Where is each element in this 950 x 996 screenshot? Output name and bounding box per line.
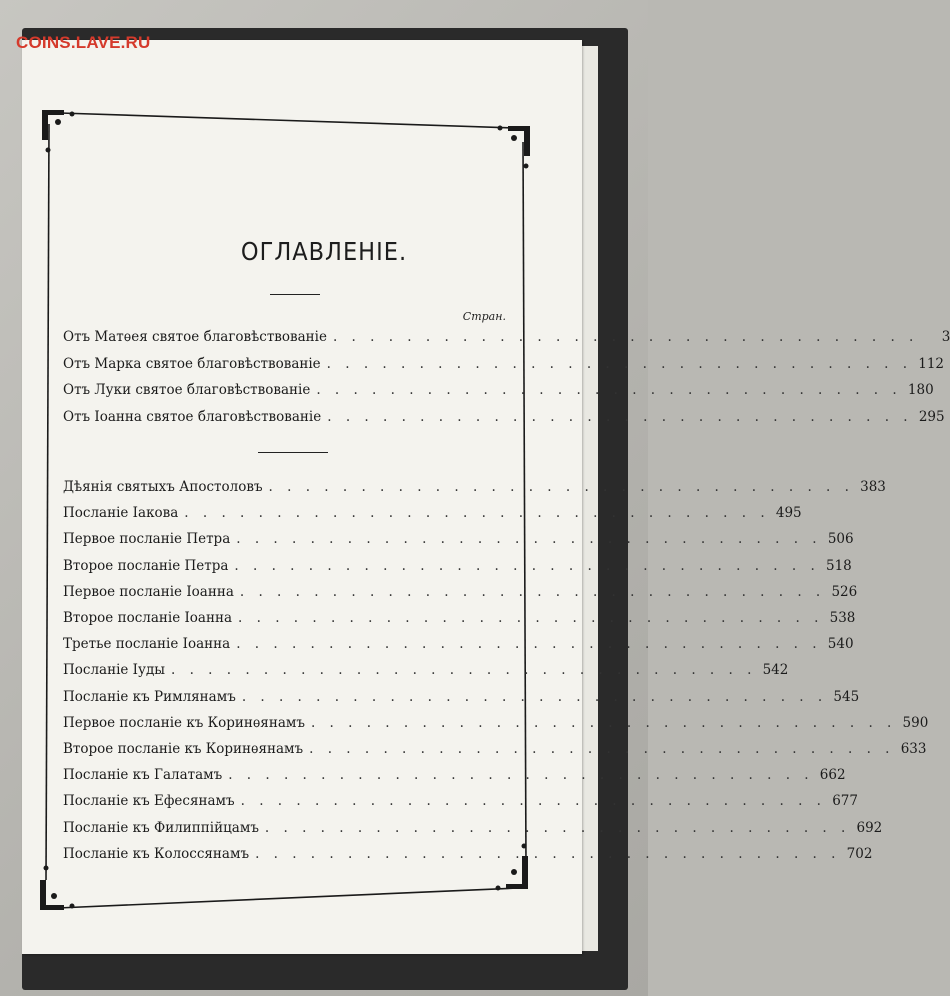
toc-entry-page: 112	[918, 355, 945, 372]
toc-entry-label: Второе посланіе Петра	[63, 557, 229, 574]
toc-entry-label: Посланіе къ Филиппійцамъ	[63, 819, 259, 836]
toc-entry-label: Посланіе къ Ефесянамъ	[63, 793, 235, 810]
toc-entry-page: 545	[833, 688, 860, 705]
toc-entry-page: 702	[846, 845, 873, 862]
dot-leader: . . . . . . . . . . . . . . . . . . . . . . . . . . . . . . . .	[255, 845, 841, 862]
corner-ornament-icon	[498, 126, 531, 169]
dot-leader: . . . . . . . . . . . . . . . . . . . . . . . . . . . . . . . .	[239, 583, 826, 600]
toc-entry	[63, 741, 927, 763]
dot-leader: . . . . . . . . . . . . . . . . . . . . . . . . . . . . . . . .	[236, 636, 822, 653]
toc-entry-label: Посланіе къ Колоссянамъ	[63, 845, 250, 862]
toc-entry-label: Посланіе Іакова	[63, 505, 179, 522]
dot-leader: . . . . . . . . . . . . . . . . . . . . . . . . . . . . . . . .	[310, 714, 897, 731]
toc-entry-page: 542	[762, 662, 789, 679]
toc-entry	[63, 505, 802, 527]
dot-leader: . . . . . . . . . . . . . . . . . . . . . . . . . . . . . . . .	[184, 505, 770, 522]
dot-leader: . . . . . . . . . . . . . . . . . . . . . . . . . . . . . . . .	[264, 819, 851, 836]
toc-entry-label: Отъ Луки святое благовѣствованіе	[63, 382, 311, 398]
toc-entry	[63, 408, 945, 431]
toc-entry	[63, 845, 873, 868]
toc-entry-page: 495	[775, 505, 802, 522]
toc-entry-label: Первое посланіе къ Коринѳянамъ	[63, 714, 305, 731]
page-column-header: Стран.	[462, 310, 506, 323]
toc-entry	[63, 610, 856, 632]
dot-leader: . . . . . . . . . . . . . . . . . . . . . . . . . . . . . . . .	[327, 408, 913, 425]
toc-entry-label: Второе посланіе Іоанна	[63, 610, 233, 626]
toc-entry	[63, 819, 883, 842]
toc-entry-page: 295	[918, 408, 945, 425]
toc-entry-label: Отъ Матѳея святое благовѣствованіе	[63, 329, 327, 345]
toc-entry-label: Дѣянія святыхъ Апостоловъ	[63, 479, 263, 495]
toc-entry-page: 506	[827, 531, 854, 548]
toc-entry	[63, 793, 858, 815]
toc-entry-label: Отъ Іоанна святое благовѣствованіе	[63, 408, 322, 425]
toc-entry-page: 540	[827, 636, 854, 653]
dot-leader: . . . . . . . . . . . . . . . . . . . . . . . . . . . . . . . .	[238, 610, 824, 626]
section-divider	[258, 452, 328, 453]
toc-entry-page: 538	[829, 610, 856, 626]
corner-ornament-icon	[40, 866, 75, 911]
toc-entry	[63, 583, 858, 606]
dot-leader: . . . . . . . . . . . . . . . . . . . . . . . . . . . . . . . .	[171, 662, 757, 679]
toc-entry-page: 692	[856, 819, 883, 836]
toc-entry-label: Посланіе къ Галатамъ	[63, 767, 223, 784]
toc-entry-label: Второе посланіе къ Коринѳянамъ	[63, 741, 304, 757]
dot-leader: . . . . . . . . . . . . . . . . . . . . . . . . . . . . . . . .	[241, 688, 828, 705]
dot-leader: . . . . . . . . . . . . . . . . . . . . . . . . . . . . . . . .	[316, 382, 902, 398]
toc-entry-page: 633	[900, 741, 927, 757]
toc-entry	[63, 636, 854, 658]
toc-entry-label: Посланіе Іуды	[63, 662, 166, 679]
toc-entry-page: 180	[907, 382, 934, 398]
toc-entry	[63, 714, 929, 737]
toc-entry-label: Первое посланіе Петра	[63, 531, 231, 548]
toc-entry-page: 662	[819, 767, 846, 784]
dot-leader: . . . . . . . . . . . . . . . . . . . . . . . . . . . . . . . .	[268, 479, 854, 495]
toc-entry-label: Посланіе къ Римлянамъ	[63, 688, 236, 705]
toc-entry	[63, 355, 945, 378]
dot-leader: . . . . . . . . . . . . . . . . . . . . . . . . . . . . . . . .	[236, 531, 822, 548]
toc-entry	[63, 767, 846, 789]
dot-leader: . . . . . . . . . . . . . . . . . . . . . . . . . . . . . . . .	[332, 329, 919, 345]
toc-entry	[63, 662, 789, 684]
dot-leader: . . . . . . . . . . . . . . . . . . . . . . . . . . . . . . . .	[326, 355, 913, 372]
toc-entry-label: Отъ Марка святое благовѣствованіе	[63, 355, 321, 372]
toc-entry	[63, 382, 934, 404]
watermark: COINS.LAVE.RU	[16, 33, 151, 52]
toc-entry	[63, 557, 852, 580]
toc-entry	[63, 329, 950, 351]
title-divider	[270, 294, 320, 295]
page-title: ОГЛАВЛЕНІЕ.	[240, 237, 408, 266]
dot-leader: . . . . . . . . . . . . . . . . . . . . . . . . . . . . . . . .	[228, 767, 814, 784]
toc-entry	[63, 479, 886, 501]
dot-leader: . . . . . . . . . . . . . . . . . . . . . . . . . . . . . . . .	[309, 741, 895, 757]
toc-entry-page: 3	[941, 329, 950, 345]
toc-entry-page: 590	[902, 714, 929, 731]
toc-entry-label: Первое посланіе Іоанна	[63, 583, 234, 600]
toc-entry-page: 677	[832, 793, 858, 810]
dot-leader: . . . . . . . . . . . . . . . . . . . . . . . . . . . . . . . .	[240, 793, 826, 810]
toc-entry	[63, 531, 854, 553]
toc-entry-page: 383	[860, 479, 886, 495]
toc-entry	[63, 688, 860, 711]
dot-leader: . . . . . . . . . . . . . . . . . . . . . . . . . . . . . . . .	[234, 557, 820, 574]
corner-ornament-icon	[42, 110, 75, 153]
toc-entry-page: 518	[825, 557, 852, 574]
toc-entry-page: 526	[831, 583, 858, 600]
toc-entry-label: Третье посланіе Іоанна	[63, 636, 231, 653]
